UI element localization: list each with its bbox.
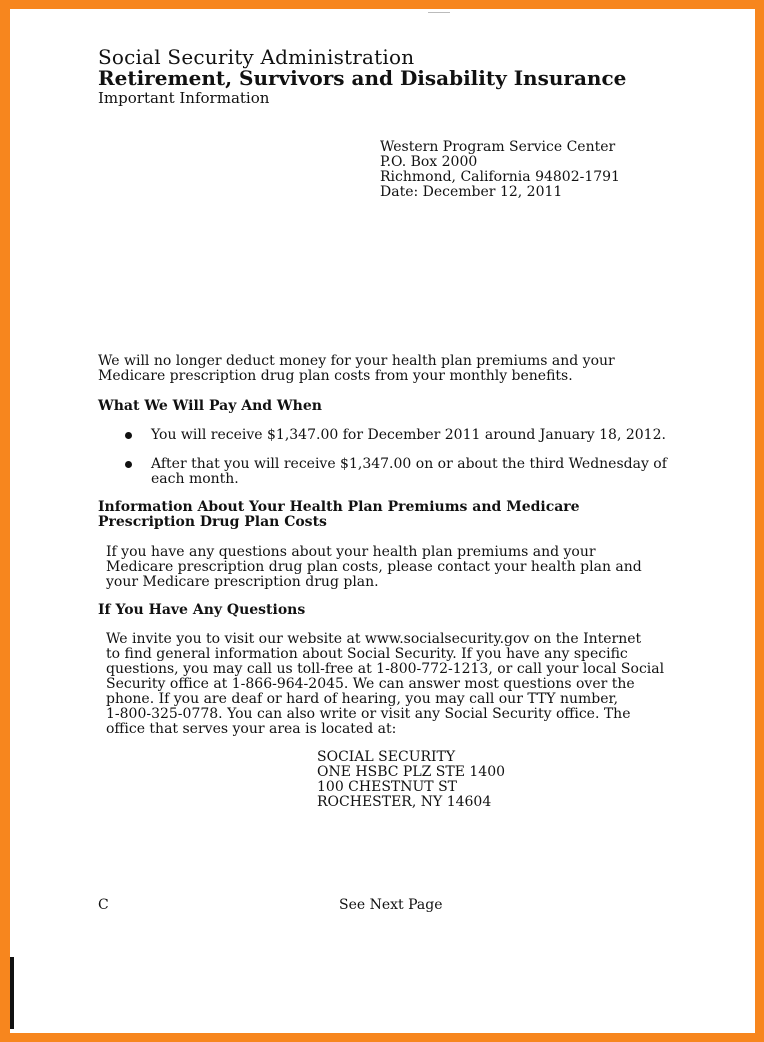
paragraph-line: Medicare prescription drug plan costs, please contact your health plan and: [106, 559, 642, 575]
bullet-item: After that you will receive $1,347.00 on or about the third Wednesday of each month.: [151, 456, 667, 487]
see-next-page: See Next Page: [339, 897, 443, 913]
paragraph-line: Medicare prescription drug plan costs from your monthly benefits.: [98, 368, 573, 384]
document-subtitle: Important Information: [98, 89, 270, 107]
letter-date: Date: December 12, 2011: [380, 184, 563, 200]
paragraph-line: phone. If you are deaf or hard of hearing, you may call our TTY number,: [106, 691, 619, 707]
health-plan-paragraph: [106, 545, 642, 590]
questions-paragraph: [106, 632, 664, 737]
address-line: ONE HSBC PLZ STE 1400: [317, 764, 506, 780]
section-heading-pay: What We Will Pay And When: [98, 398, 322, 414]
paragraph-line: your Medicare prescription drug plan.: [106, 574, 379, 590]
paragraph-line: If you have any questions about your health plan premiums and your: [106, 544, 596, 560]
office-line: P.O. Box 2000: [380, 154, 478, 170]
paragraph-line: We will no longer deduct money for your health plan premiums and your: [98, 353, 615, 369]
paragraph-line: office that serves your area is located at:: [106, 721, 397, 737]
local-office-address: [317, 750, 505, 810]
address-line: 100 CHESTNUT ST: [317, 779, 458, 795]
address-line: SOCIAL SECURITY: [317, 749, 456, 765]
program-title: Retirement, Survivors and Disability Insurance: [98, 66, 627, 90]
office-line: Richmond, California 94802-1791: [380, 169, 620, 185]
bullet-item: You will receive $1,347.00 for December 2011 around January 18, 2012.: [151, 427, 666, 443]
intro-paragraph: [98, 354, 615, 384]
scan-mark: [428, 12, 450, 13]
paragraph-line: We invite you to visit our website at www.socialsecurity.gov on the Internet: [106, 631, 642, 647]
paragraph-line: Security office at 1-866-964-2045. We can answer most questions over the: [106, 676, 635, 692]
office-line: Western Program Service Center: [380, 139, 616, 155]
agency-name: Social Security Administration: [98, 45, 415, 69]
section-heading-health-plan: Information About Your Health Plan Premiums and Medicare Prescription Drug Plan Costs: [98, 499, 580, 530]
bullet-icon: [125, 432, 132, 439]
bullet-icon: [125, 461, 132, 468]
paragraph-line: 1-800-325-0778. You can also write or visit any Social Security office. The: [106, 706, 631, 722]
section-heading-questions: If You Have Any Questions: [98, 602, 306, 618]
paragraph-line: to find general information about Social Security. If you have any specific: [106, 646, 628, 662]
address-line: ROCHESTER, NY 14604: [317, 794, 492, 810]
footer-code: C: [98, 897, 109, 913]
paragraph-line: questions, you may call us toll-free at 1-800-772-1213, or call your local Social: [106, 661, 665, 677]
letter-page: [10, 9, 755, 1033]
scan-edge-mark: [10, 957, 14, 1029]
office-address-block: [380, 140, 620, 200]
